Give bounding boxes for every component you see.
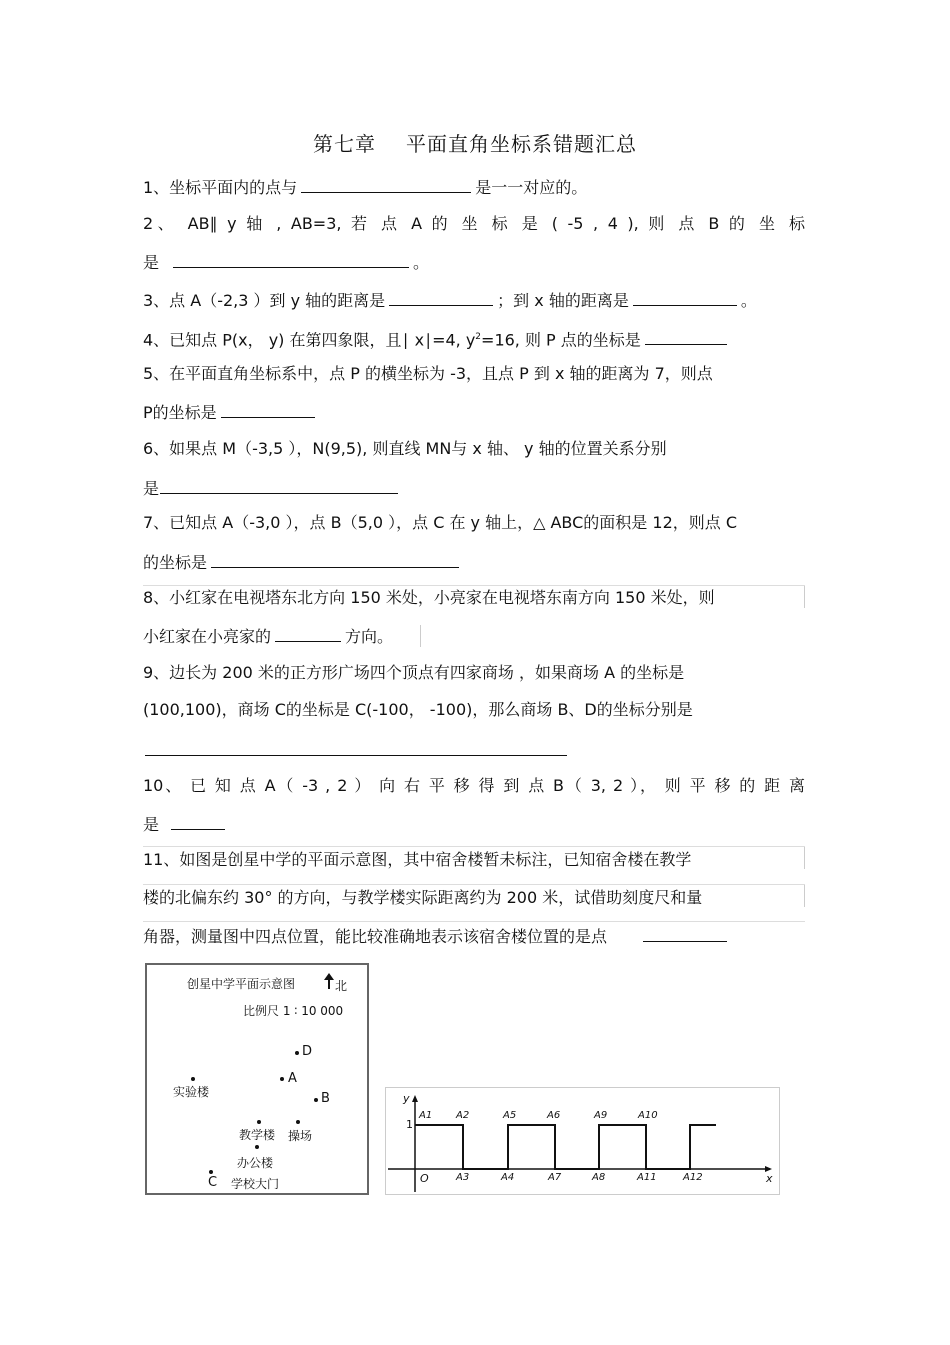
- sports-field-label: 操场: [288, 1129, 313, 1143]
- answer-blank-10[interactable]: [171, 813, 225, 830]
- point-c-label: C: [208, 1175, 218, 1190]
- point-b-marker: [314, 1098, 318, 1102]
- question-6-line-2: 是: [143, 477, 402, 499]
- frame-edge: [420, 625, 421, 647]
- question-4: 4、已知点 P(x， y) 在第四象限，且∣ x∣=4, $y^2=16$, 则 P 点的坐标是: [143, 327, 731, 350]
- point-label: A9: [594, 1110, 608, 1121]
- divider: [143, 921, 805, 922]
- office-building-marker: [255, 1145, 259, 1149]
- point-b-label: B: [321, 1091, 330, 1106]
- point-label: A12: [683, 1172, 703, 1183]
- point-a-marker: [280, 1077, 284, 1081]
- step-path: [415, 1125, 716, 1169]
- y-axis-arrow-icon: [412, 1095, 418, 1102]
- point-label: A11: [637, 1172, 657, 1183]
- teaching-building-marker: [257, 1120, 261, 1124]
- question-9-line-2: (100,100)，商场 C的坐标是 C(-100， -100)，那么商场 B、D的坐标分别是: [143, 700, 693, 719]
- coordinate-graph-figure: [385, 1087, 780, 1195]
- answer-blank-1[interactable]: [301, 176, 471, 193]
- origin-label: O: [420, 1172, 429, 1185]
- answer-blank-4[interactable]: [645, 328, 727, 345]
- question-2-line-2: 是 。: [143, 253, 430, 272]
- question-5-line-2: P的坐标是: [143, 401, 319, 423]
- school-map-figure: [145, 963, 369, 1195]
- map-scale: 比例尺 1 ∶ 10 000: [243, 1004, 344, 1018]
- question-5-line-1: 5、在平面直角坐标系中，点 P 的横坐标为 -3，且点 P 到 x 轴的距离为 7，则点: [143, 364, 713, 383]
- answer-blank-6[interactable]: [160, 477, 398, 494]
- frame-edge: [804, 847, 805, 869]
- office-building-label: 办公楼: [237, 1156, 274, 1170]
- point-label: A6: [547, 1110, 561, 1121]
- divider: [143, 846, 805, 847]
- school-gate-label: 学校大门: [231, 1177, 280, 1191]
- point-label: A5: [503, 1110, 517, 1121]
- point-d-label: D: [302, 1044, 313, 1059]
- question-8-line-1: 8、小红家在电视塔东北方向 150 米处，小亮家在电视塔东南方向 150 米处，则: [143, 588, 715, 607]
- answer-blank-5[interactable]: [221, 401, 315, 418]
- question-1: 1、坐标平面内的点与 是一一对应的。: [143, 178, 588, 197]
- question-7-line-1: 7、已知点 A（-3,0 ），点 B（5,0 ），点 C 在 y 轴上，△ ABC的面积是 12，则点 C: [143, 513, 738, 532]
- north-label: 北: [335, 979, 348, 993]
- teaching-building-label: 教学楼: [239, 1128, 276, 1142]
- x-axis-label: x: [766, 1172, 773, 1185]
- point-d-marker: [295, 1051, 299, 1055]
- answer-blank-3a[interactable]: [389, 289, 493, 306]
- lab-building-label: 实验楼: [173, 1085, 210, 1099]
- y-axis-label: y: [403, 1092, 410, 1105]
- answer-blank-3b[interactable]: [633, 289, 737, 306]
- north-arrow-icon: [323, 973, 335, 989]
- question-8-line-2: 小红家在小亮家的 方向。: [143, 627, 394, 646]
- point-label: A8: [592, 1172, 606, 1183]
- question-10-line-2: 是: [143, 813, 229, 835]
- answer-blank-7[interactable]: [211, 551, 459, 568]
- answer-blank-2[interactable]: [173, 251, 409, 268]
- frame-edge: [804, 586, 805, 608]
- answer-blank-11[interactable]: [643, 925, 727, 942]
- point-label: A3: [456, 1172, 470, 1183]
- question-7-line-2: 的坐标是: [143, 551, 463, 573]
- lab-building-marker: [191, 1077, 195, 1081]
- frame-edge: [804, 885, 805, 907]
- y-unit-label: 1: [406, 1118, 413, 1131]
- point-c-marker: [209, 1170, 213, 1174]
- question-11-line-3: 角器，测量图中四点位置，能比较准确地表示该宿舍楼位置的是点: [143, 925, 731, 947]
- answer-blank-9[interactable]: [145, 755, 567, 756]
- divider: [143, 585, 805, 586]
- map-title: 创星中学平面示意图: [187, 977, 296, 991]
- point-label: A10: [638, 1110, 658, 1121]
- answer-blank-8[interactable]: [275, 625, 341, 642]
- graph-canvas: [386, 1088, 779, 1194]
- question-11-line-1: 11、如图是创星中学的平面示意图，其中宿舍楼暂未标注，已知宿舍楼在教学: [143, 850, 692, 869]
- question-6-line-1: 6、如果点 M（-3,5 ），N(9,5), 则直线 MN与 x 轴、 y 轴的位置关系分别: [143, 439, 667, 458]
- point-a-label: A: [288, 1071, 297, 1086]
- question-9-line-1: 9、边长为 200 米的正方形广场四个顶点有四家商场 ，如果商场 A 的坐标是: [143, 663, 685, 682]
- point-label: A2: [456, 1110, 470, 1121]
- divider: [143, 884, 805, 885]
- question-2-line-1: 2、 AB∥ y 轴 , AB=3, 若 点 A 的 坐 标 是 ( -5 , 4 ), 则 点 B 的 坐 标: [143, 214, 805, 233]
- sports-field-marker: [296, 1120, 300, 1124]
- question-10-line-1: 10、 已 知 点 A（ -3 , 2 ） 向 右 平 移 得 到 点 B（ 3, 2 ）， 则 平 移 的 距 离: [143, 776, 805, 795]
- page-title: 第七章 平面直角坐标系错题汇总: [313, 132, 637, 156]
- point-label: A4: [501, 1172, 515, 1183]
- question-3: 3、点 A（-2,3 ）到 y 轴的距离是 ；到 x 轴的距离是 。: [143, 291, 757, 310]
- point-label: A7: [548, 1172, 562, 1183]
- question-11-line-2: 楼的北偏东约 30° 的方向，与教学楼实际距离约为 200 米，试借助刻度尺和量: [143, 888, 703, 907]
- point-label: A1: [419, 1110, 433, 1121]
